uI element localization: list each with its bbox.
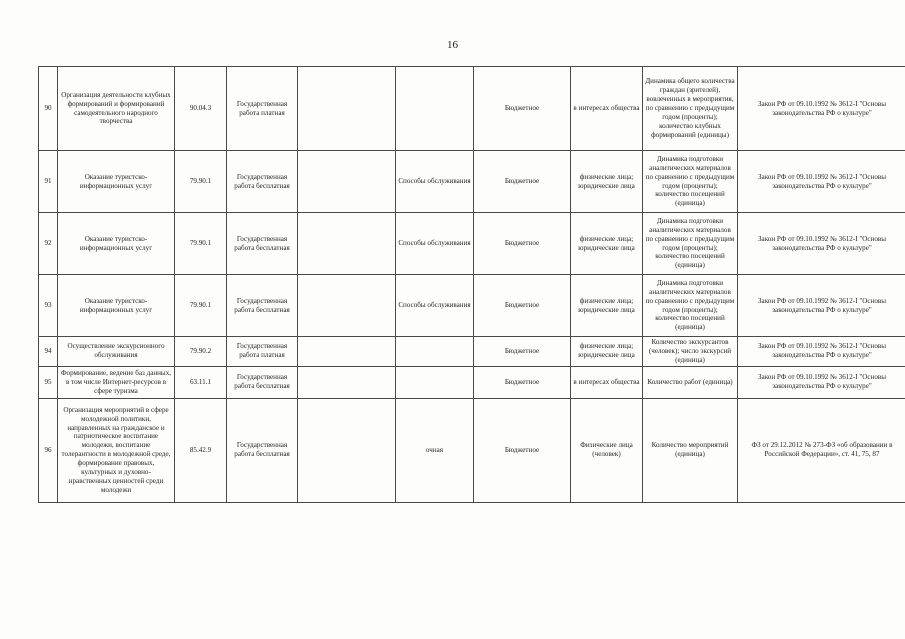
volume-indicator: Количество мероприятий (единица) bbox=[643, 398, 738, 502]
services-table bbox=[38, 66, 905, 503]
service-content bbox=[298, 213, 396, 275]
table-row bbox=[39, 398, 905, 502]
service-content bbox=[298, 366, 396, 398]
legal-basis: Закон РФ от 09.10.1992 № 3612-I "Основы законодательства РФ о культуре" bbox=[738, 337, 905, 367]
service-condition: Способы обслуживания bbox=[396, 275, 474, 337]
service-type: Государственная работа бесплатная bbox=[227, 275, 298, 337]
service-type: Государственная работа платная bbox=[227, 67, 298, 151]
service-condition: Способы обслуживания bbox=[396, 151, 474, 213]
volume-indicator: Динамика подготовки аналитических материалов по сравнению с предыдущим годом (проценты); количество посещений (единица) bbox=[643, 275, 738, 337]
service-condition bbox=[396, 366, 474, 398]
service-name: Организация деятельности клубных формирований и формирований самодеятельного народного творчества bbox=[58, 67, 175, 151]
service-condition bbox=[396, 337, 474, 367]
volume-indicator: Количество экскурсантов (человек); число экскурсий (единица) bbox=[643, 337, 738, 367]
row-number: 94 bbox=[39, 337, 58, 367]
table-row bbox=[39, 67, 905, 151]
volume-indicator: Количество работ (единица) bbox=[643, 366, 738, 398]
legal-basis: Закон РФ от 09.10.1992 № 3612-I "Основы законодательства РФ о культуре" bbox=[738, 366, 905, 398]
institution-category: Бюджетное bbox=[474, 275, 571, 337]
consumer-category: в интересах общества bbox=[571, 366, 643, 398]
service-name: Оказание туристско-информационных услуг bbox=[58, 151, 175, 213]
table-row bbox=[39, 151, 905, 213]
legal-basis: Закон РФ от 09.10.1992 № 3612-I "Основы законодательства РФ о культуре" bbox=[738, 151, 905, 213]
consumer-category: Физические лица (человек) bbox=[571, 398, 643, 502]
row-number: 96 bbox=[39, 398, 58, 502]
institution-category: Бюджетное bbox=[474, 67, 571, 151]
service-name: Организация мероприятий в сфере молодежной политики, направленных на гражданское и патриотическое воспитание молодежи, воспитание толерантности в молодежной среде, формирование правовых, культурных и духовно-нравственных ценностей среди молодежи bbox=[58, 398, 175, 502]
okved-code: 79.90.1 bbox=[175, 213, 227, 275]
legal-basis: ФЗ от 29.12.2012 № 273-ФЗ «об образовании в Российской Федерации», ст. 41, 75, 87 bbox=[738, 398, 905, 502]
okved-code: 79.90.1 bbox=[175, 275, 227, 337]
service-condition bbox=[396, 67, 474, 151]
consumer-category: физические лица; юридические лица bbox=[571, 337, 643, 367]
institution-category: Бюджетное bbox=[474, 337, 571, 367]
institution-category: Бюджетное bbox=[474, 151, 571, 213]
legal-basis: Закон РФ от 09.10.1992 № 3612-I "Основы законодательства РФ о культуре" bbox=[738, 275, 905, 337]
row-number: 93 bbox=[39, 275, 58, 337]
row-number: 90 bbox=[39, 67, 58, 151]
volume-indicator: Динамика общего количества граждан (зрителей), вовлеченных в мероприятия, по сравнению с предыдущим годом (проценты); количество клубных формирований (единицы) bbox=[643, 67, 738, 151]
service-type: Государственная работа бесплатная bbox=[227, 151, 298, 213]
consumer-category: физические лица; юридические лица bbox=[571, 151, 643, 213]
service-type: Государственная работа бесплатная bbox=[227, 213, 298, 275]
service-name: Оказание туристско-информационных услуг bbox=[58, 213, 175, 275]
service-type: Государственная работа бесплатная bbox=[227, 398, 298, 502]
service-content bbox=[298, 337, 396, 367]
volume-indicator: Динамика подготовки аналитических материалов по сравнению с предыдущим годом (проценты); количество посещений (единица) bbox=[643, 213, 738, 275]
legal-basis: Закон РФ от 09.10.1992 № 3612-I "Основы законодательства РФ о культуре" bbox=[738, 67, 905, 151]
row-number: 91 bbox=[39, 151, 58, 213]
table-row bbox=[39, 337, 905, 367]
service-content bbox=[298, 151, 396, 213]
table-row bbox=[39, 366, 905, 398]
volume-indicator: Динамика подготовки аналитических материалов по сравнению с предыдущим годом (проценты); количество посещений (единица) bbox=[643, 151, 738, 213]
consumer-category: в интересах общества bbox=[571, 67, 643, 151]
consumer-category: физические лица; юридические лица bbox=[571, 213, 643, 275]
service-content bbox=[298, 398, 396, 502]
legal-basis: Закон РФ от 09.10.1992 № 3612-I "Основы законодательства РФ о культуре" bbox=[738, 213, 905, 275]
row-number: 92 bbox=[39, 213, 58, 275]
service-condition: очная bbox=[396, 398, 474, 502]
okved-code: 79.90.2 bbox=[175, 337, 227, 367]
institution-category: Бюджетное bbox=[474, 366, 571, 398]
service-content bbox=[298, 275, 396, 337]
table-row bbox=[39, 213, 905, 275]
institution-category: Бюджетное bbox=[474, 398, 571, 502]
service-type: Государственная работа платная bbox=[227, 337, 298, 367]
row-number: 95 bbox=[39, 366, 58, 398]
service-content bbox=[298, 67, 396, 151]
service-name: Оказание туристско-информационных услуг bbox=[58, 275, 175, 337]
okved-code: 85.42.9 bbox=[175, 398, 227, 502]
service-type: Государственная работа бесплатная bbox=[227, 366, 298, 398]
service-name: Осуществление экскурсионного обслуживания bbox=[58, 337, 175, 367]
service-name: Формирование, ведение баз данных, в том числе Интернет-ресурсов в сфере туризма bbox=[58, 366, 175, 398]
service-condition: Способы обслуживания bbox=[396, 213, 474, 275]
institution-category: Бюджетное bbox=[474, 213, 571, 275]
okved-code: 79.90.1 bbox=[175, 151, 227, 213]
page-number: 16 bbox=[447, 39, 458, 51]
okved-code: 63.11.1 bbox=[175, 366, 227, 398]
okved-code: 90.04.3 bbox=[175, 67, 227, 151]
table-row bbox=[39, 275, 905, 337]
consumer-category: физические лица; юридические лица bbox=[571, 275, 643, 337]
